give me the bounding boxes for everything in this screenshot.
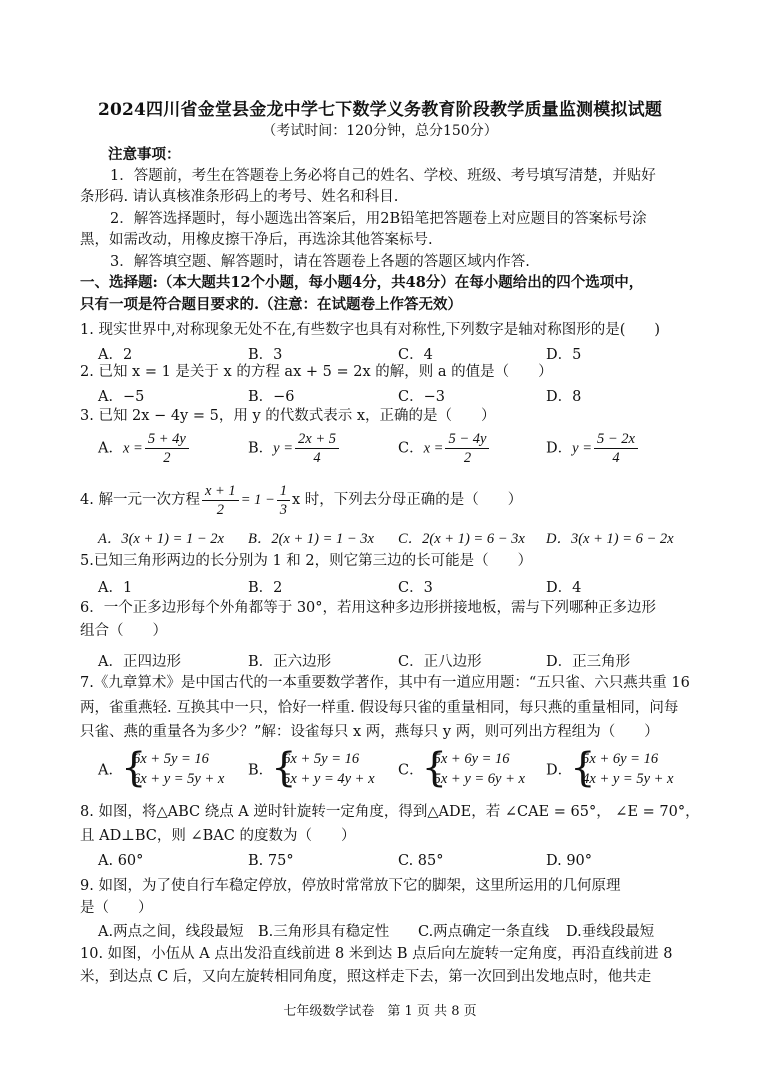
q8-option-d: D. 90° [546,853,593,869]
q7-b-eq1: { 6x + 5y = 16 [283,751,360,767]
q3-b-lhs: y = [273,440,294,457]
q7-a-label: A． [98,762,123,779]
question-8-line2: 且 AD⊥BC，则 ∠BAC 的度数为（ ） [80,828,356,844]
question-9-line1: 9. 如图，为了使自行车稳定停放，停放时常常放下它的脚架，这里所运用的几何原理 [80,878,621,894]
q8-option-c: C. 85° [398,853,444,869]
q3-d-num: 5 − 2x [594,430,638,449]
q3-option-d [546,430,640,467]
q3-option-c [398,430,491,467]
q4-option-c: C．2(x + 1) = 6 − 3x [398,531,525,547]
question-4-stem [80,478,685,522]
q3-a-lhs: x = [122,440,143,457]
q1-option-c: C．4 [398,347,433,363]
q3-a-num: 5 + 4y [145,430,189,449]
question-9-line2: 是（ ） [80,900,153,916]
q3-option-a [98,430,191,467]
q9-option-d: D.垂线段最短 [566,924,655,940]
q4-mid: = 1 − [240,492,275,508]
q3-b-num: 2x + 5 [295,430,339,449]
question-4-options [80,527,700,549]
notice-heading: 注意事项： [108,146,181,163]
q7-a-eq2: 6x + y = 5y + x [132,771,225,787]
q3-c-lhs: x = [423,440,444,457]
q7-option-b [248,749,375,789]
question-5-options [80,576,700,598]
question-6-options [80,650,700,672]
q6-option-d: D．正三角形 [546,654,631,670]
question-10-line1: 10. 如图，小伍从 A 点出发沿直线前进 8 米到达 B 点后向左旋转一定角度，再沿直线前进 8 [80,946,673,962]
page-title: 2024四川省金堂县金龙中学七下数学义务教育阶段教学质量监测模拟试题 [97,100,663,120]
q1-option-a: A．2 [98,347,133,363]
q2-option-c: C．−3 [398,389,445,405]
q7-option-c [398,749,525,789]
question-5-stem: 5.已知三角形两边的长分别为 1 和 2，则它第三边的长可能是（ ） [80,553,533,569]
q7-b-eq2: 5x + y = 4y + x [283,771,375,787]
q8-option-b: B. 75° [248,853,294,869]
question-3-options [80,430,700,474]
q4-frac1-num: x + 1 [202,482,239,501]
q3-c-num: 5 − 4y [445,430,489,449]
page-subtitle: （考试时间：120分钟，总分150分） [262,123,498,139]
q4-option-a: A．3(x + 1) = 1 − 2x [98,531,224,547]
q7-d-eq1: { 5x + 6y = 16 [582,751,659,767]
q5-option-a: A．1 [98,580,133,596]
q5-option-c: C．3 [398,580,433,596]
q5-option-b: B．2 [248,580,283,596]
q3-c-label: C． [398,440,424,457]
q4-stem-b: x 时，下列去分母正确的是（ ） [292,492,523,508]
q9-option-b: B.三角形具有稳定性 [258,924,390,940]
q3-b-den: 4 [313,450,321,466]
question-3-stem: 3. 已知 2x − 4y = 5，用 y 的代数式表示 x，正确的是（ ） [80,408,496,424]
q9-option-a: A.两点之间，线段最短 [98,924,244,940]
q4-frac2-den: 3 [279,501,288,518]
q7-d-label: D． [546,762,573,779]
notice-item-2-cont: 黑，如需改动，用橡皮擦干净后，再选涂其他答案标号. [80,232,433,248]
question-9-options [80,920,700,942]
question-7-line3: 只雀、燕的重量各为多少？”解：设雀每只 x 两，燕每只 y 两，则可列出方程组为（ ） [80,724,659,740]
q7-d-eq2: 4x + y = 5y + x [582,771,674,787]
q3-b-label: B． [248,440,274,457]
q2-option-b: B．−6 [248,389,295,405]
notice-item-1: 1．答题前，考生在答题卷上务必将自己的姓名、学校、班级、考号填写清楚，并贴好 [110,168,656,184]
q7-option-a [98,749,224,789]
q3-d-lhs: y = [572,440,592,457]
question-2-options [80,385,700,407]
question-6-stem-line1: 6．一个正多边形每个外角都等于 30°，若用这种多边形拼接地板，需与下列哪种正多边形 [80,600,657,616]
question-1-stem: 1. 现实世界中,对称现象无处不在,有些数字也具有对称性,下列数字是轴对称图形的是( ) [80,322,661,338]
q7-c-label: C． [398,762,424,779]
question-7-line1: 7.《九章算术》是中国古代的一本重要数学著作，其中有一道应用题：“五只雀、六只燕共重 16 [80,675,690,691]
q8-option-a: A. 60° [98,853,144,869]
q2-option-d: D．8 [546,389,582,405]
notice-item-3: 3．解答填空题、解答题时，请在答题卷上各题的答题区域内作答. [110,254,530,270]
q3-a-den: 2 [163,450,171,466]
notice-item-2: 2．解答选择题时，每小题选出答案后，用2B铅笔把答题卷上对应题目的答案标号涂 [110,211,647,227]
q7-option-d [546,749,674,789]
q3-a-label: A． [98,440,123,457]
q6-option-a: A．正四边形 [98,654,181,670]
q4-stem-a: 4. 解一元一次方程 [80,492,200,508]
q6-option-c: C．正八边形 [398,654,482,670]
question-6-stem-line2: 组合（ ） [80,623,167,639]
q3-c-den: 2 [463,450,472,466]
q1-option-b: B．3 [248,347,283,363]
q1-option-d: D．5 [546,347,582,363]
q2-option-a: A．−5 [98,389,145,405]
q6-option-b: B．正六边形 [248,654,332,670]
q3-d-den: 4 [612,450,620,466]
q4-option-b: B．2(x + 1) = 1 − 3x [248,531,374,547]
q5-option-d: D．4 [546,580,582,596]
q4-option-d: D．3(x + 1) = 6 − 2x [546,531,674,547]
question-8-line1: 8. 如图，将△ABC 绕点 A 逆时针旋转一定角度，得到△ADE，若 ∠CAE = 65°， ∠E = 70°， [80,804,700,820]
question-10-line2: 米，到达点 C 后，又向左旋转相同角度，照这样走下去，第一次回到出发地点时，他共走 [80,969,652,985]
question-7-options [80,749,700,793]
section-heading-line1: 一、选择题:（本大题共12个小题，每小题4分，共48分）在每小题给出的四个选项中， [80,274,644,291]
q7-c-eq1: { 5x + 6y = 16 [433,751,510,767]
question-8-options [80,853,700,875]
q9-option-c: C.两点确定一条直线 [418,924,550,940]
q7-c-eq2: 5x + y = 6y + x [433,771,525,787]
section-heading-line2: 只有一项是符合题目要求的.（注意：在试题卷上作答无效） [80,296,463,313]
page-footer: 七年级数学试卷 第 1 页 共 8 页 [283,1004,477,1019]
q4-frac2-num: 1 [277,482,290,501]
q7-a-eq1: { 6x + 5y = 16 [132,751,209,767]
q4-frac1-den: 2 [216,501,224,518]
q3-d-label: D． [546,440,573,457]
question-2-stem: 2. 已知 x = 1 是关于 x 的方程 ax + 5 = 2x 的解，则 a 的值是（ ） [80,364,553,380]
q3-option-b [248,430,341,467]
notice-item-1-cont: 条形码. 请认真核准条形码上的考号、姓名和科目. [80,189,399,205]
q7-b-label: B． [248,762,274,779]
question-7-line2: 两，雀重燕轻. 互换其中一只，恰好一样重. 假设每只雀的重量相同，每只燕的重量相同，问每 [80,700,679,716]
